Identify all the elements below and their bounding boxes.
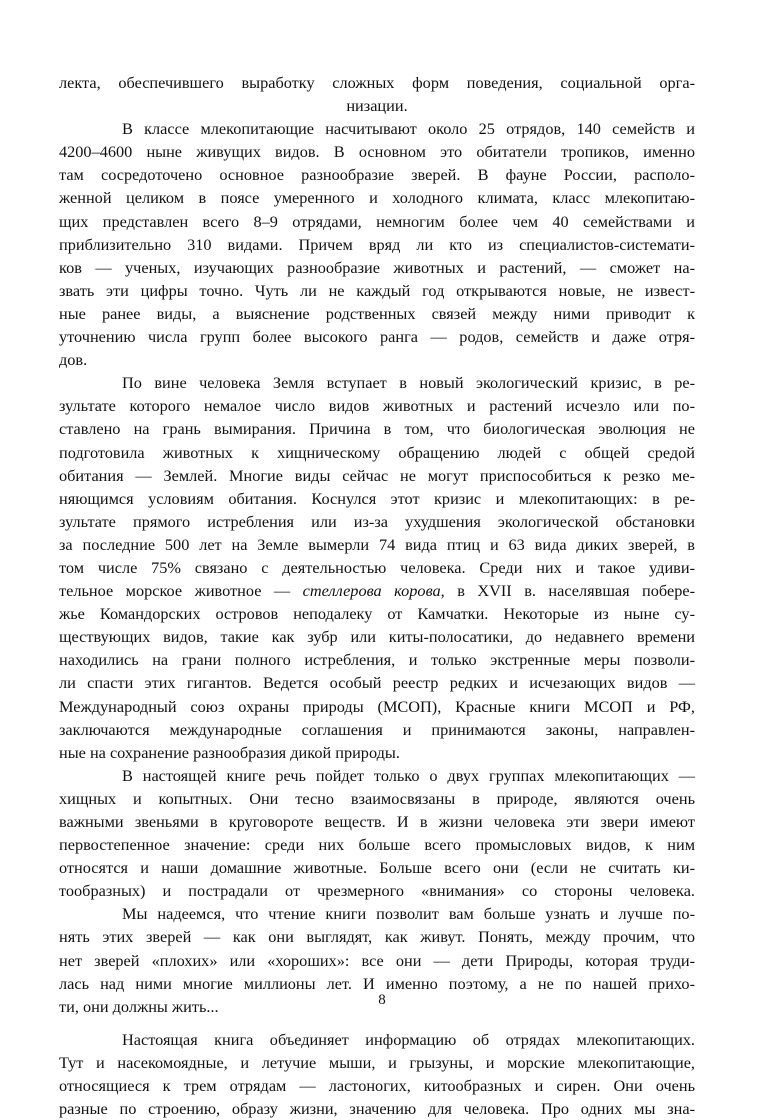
text-line: звать эти цифры точно. Чуть ли не каждый год открываются новые, не извест-	[59, 280, 695, 300]
text-line: зультате которого немалое число видов животных и растений исчезло или по-	[59, 396, 695, 416]
text-line: ли спасти этих гигантов. Ведется особый реестр редких и исчезающих видов —	[59, 673, 695, 693]
paragraph-start: В классе млекопитающие насчитывают около 25 отрядов, 140 семейств и	[122, 119, 695, 139]
text-line-with-italic	[59, 579, 695, 602]
text-segment: , в XVII в. населявшая побере-	[440, 581, 695, 601]
body-text	[59, 71, 695, 1120]
text-line: 4200–4600 ныне живущих видов. В основном это обитатели тропиков, именно	[59, 142, 695, 162]
text-line: приблизительно 310 видами. Причем вряд ли кто из специалистов-системати-	[59, 234, 695, 254]
text-line: том числе 75% связано с деятельностью человека. Среди них и такое удиви-	[59, 557, 695, 577]
text-line: находились на грани полного истребления, и только экстренные меры позволи-	[59, 650, 695, 670]
text-line: нять этих зверей — как они выглядят, как живут. Понять, между прочим, что	[59, 927, 695, 947]
text-line: заключаются международные соглашения и принимаются законы, направлен-	[59, 719, 695, 739]
text-line: щих представлен всего 8–9 отрядами, немногим более чем 40 семействами и	[59, 211, 695, 231]
text-line: ные ранее виды, а выяснение родственных связей между ними приводит к	[59, 303, 695, 323]
text-line: лась над ними многие миллионы лет. И именно поэтому, а не по нашей прихо-	[59, 973, 695, 993]
text-line: женной целиком в поясе умеренного и холодного климата, класс млекопитаю-	[59, 188, 695, 208]
text-line: ществующих видов, такие как зубр или киты-полосатики, до недавнего времени	[59, 627, 695, 647]
text-line: хищных и копытных. Они тесно взаимосвязаны в природе, являются очень	[59, 788, 695, 808]
text-line: разные по строению, образу жизни, значению для человека. Про одних мы зна-	[59, 1099, 695, 1119]
text-line: важными звеньями в круговороте веществ. И в жизни человека эти звери имеют	[59, 812, 695, 831]
paragraph-start: Настоящая книга объединяет информацию об отрядах млекопитающих.	[122, 1029, 695, 1049]
text-line: за последние 500 лет на Земле вымерли 74 вида птиц и 63 вида диких зверей, в	[59, 534, 695, 554]
text-line: няющимся условиям обитания. Коснулся этот кризис и млекопитающих: в ре-	[59, 488, 695, 508]
text-line: нет зверей «плохих» или «хороших»: все они — дети Природы, которая труди-	[59, 950, 695, 970]
text-line: ти, они должны жить...	[59, 996, 219, 1016]
text-line: лекта, обеспечившего выработку сложных форм поведения, социальной орга-	[59, 73, 695, 92]
paragraph-start: Мы надеемся, что чтение книги позволит вам больше узнать и лучше по-	[122, 904, 695, 924]
text-line: жье Командорских островов неподалеку от Камчатки. Некоторые из ныне су-	[59, 604, 695, 624]
text-line: ставлено на грань вымирания. Причина в том, что биологическая эволюция не	[59, 419, 695, 439]
text-line: низации.	[346, 96, 408, 116]
text-line: дов.	[59, 350, 88, 370]
text-line: там сосредоточено основное разнообразие зверей. В фауне России, располо-	[59, 165, 695, 185]
text-line: Международный союз охраны природы (МСОП), Красные книги МСОП и РФ,	[59, 696, 695, 716]
text-line: тообразных) и пострадали от чрезмерного «внимания» со стороны человека.	[59, 881, 695, 901]
text-segment: тельное морское животное —	[59, 581, 303, 601]
text-line: зультате прямого истребления или из-за ухудшения экологической обстановки	[59, 511, 695, 531]
text-line: Тут и насекомоядные, и летучие мыши, и грызуны, и морские млекопитающие,	[59, 1052, 695, 1072]
paragraph-start: По вине человека Земля вступает в новый экологический кризис, в ре-	[122, 373, 695, 393]
text-line: уточнению числа групп более высокого ранга — родов, семейств и даже отря-	[59, 327, 695, 347]
text-line: первостепенное значение: среди них больше всего промысловых видов, к ним	[59, 835, 695, 855]
page-number: 8	[378, 992, 386, 1008]
text-line: ков — ученых, изучающих разнообразие животных и растений, — сможет на-	[59, 257, 695, 277]
paragraph-start: В настоящей книге речь пойдет только о двух группах млекопитающих —	[122, 765, 695, 785]
species-name-italic: стеллерова корова	[302, 581, 441, 601]
text-line: относятся и наши домашние животные. Больше всего они (если не считать ки-	[59, 858, 695, 878]
text-line: относящиеся к трем отрядам — ластоногих, китообразных и сирен. Они очень	[59, 1076, 695, 1096]
text-line: обитания — Землей. Многие виды сейчас не могут приспособиться к резко ме-	[59, 465, 695, 485]
text-line: подготовила животных к хищническому обращению людей с общей средой	[59, 442, 695, 462]
text-line: ные на сохранение разнообразия дикой природы.	[59, 742, 400, 762]
